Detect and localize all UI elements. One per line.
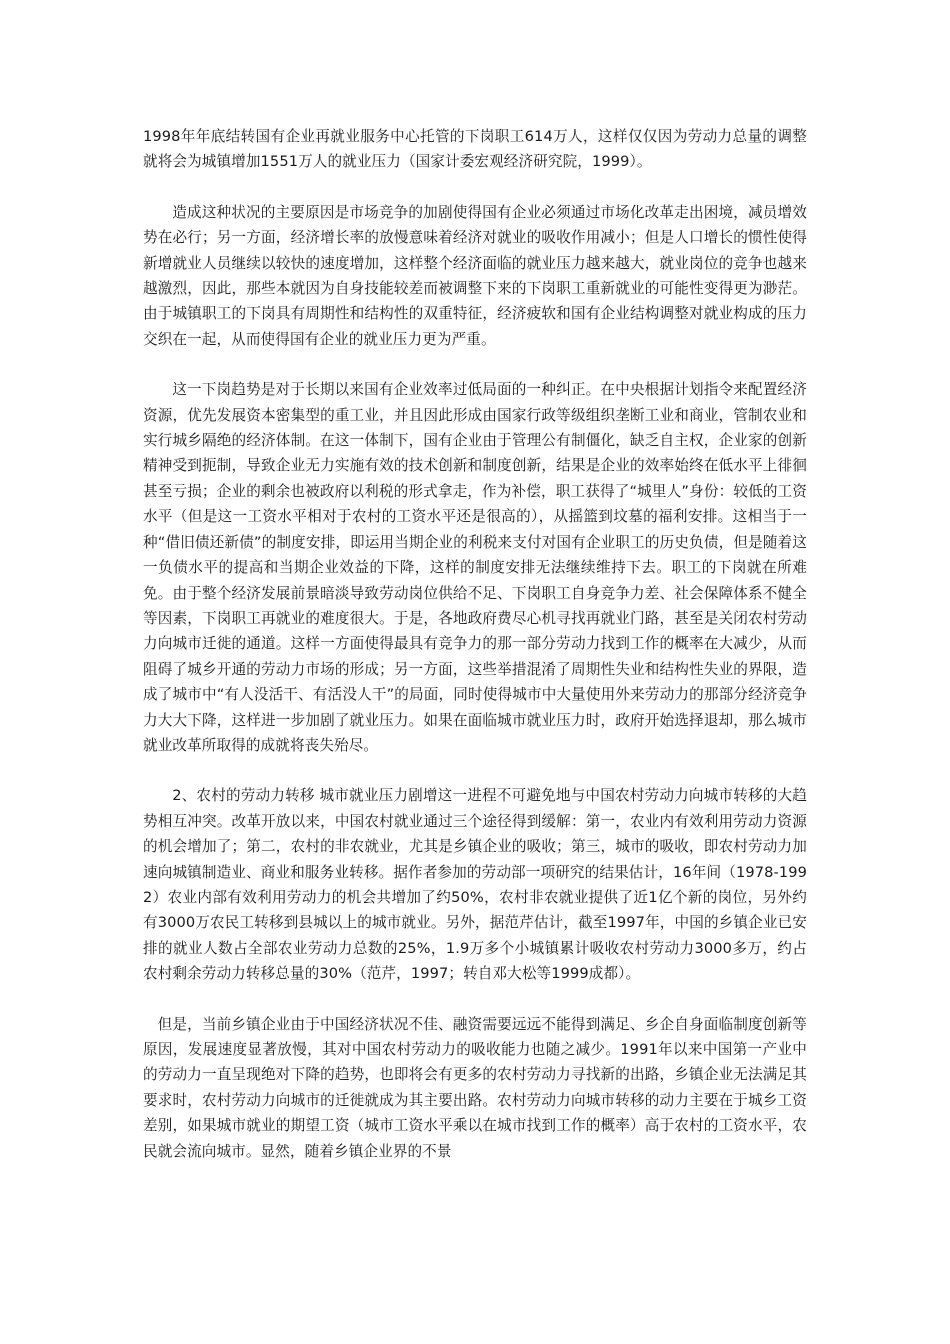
paragraph-1: 1998年年底结转国有企业再就业服务中心托管的下岗职工614万人，这样仅仅因为劳动力总量的调整就将会为城镇增加1551万人的就业压力（国家计委宏观经济研究院，1999）。 xyxy=(143,128,807,171)
document-body xyxy=(143,124,807,1164)
paragraph-4: 2、农村的劳动力转移 城市就业压力剧增这一进程不可避免地与中国农村劳动力向城市转移的大趋势相互冲突。改革开放以来，中国农村就业通过三个途径得到缓解：第一，农业内有效利用劳动力资源的机会增加了；第二，农村的非农就业，尤其是乡镇企业的吸收；第三，城市的吸收，即农村劳动力加速向城镇制造业、商业和服务业转移。据作者参加的劳动部一项研究的结果估计，16年间（1978-1992）农业内部有效利用劳动力的机会共增加了约50%，农村非农就业提供了近1亿个新的岗位，另外约有3000万农民工转移到县城以上的城市就业。另外，据范芹估计，截至1997年，中国的乡镇企业已安排的就业人数占全部农业劳动力总数的25%，1.9万多个小城镇累计吸收农村劳动力3000多万，约占农村剩余劳动力转移总量的30%（范芹，1997；转自邓大松等1999成都）。 xyxy=(143,787,807,983)
paragraph-3: 这一下岗趋势是对于长期以来国有企业效率过低局面的一种纠正。在中央根据计划指令来配置经济资源，优先发展资本密集型的重工业，并且因此形成由国家行政等级组织垄断工业和商业，管制农业和实行城乡隔绝的经济体制。在这一体制下，国有企业由于管理公有制僵化，缺乏自主权，企业家的创新精神受到扼制，导致企业无力实施有效的技术创新和制度创新，结果是企业的效率始终在低水平上徘徊甚至亏损；企业的剩余也被政府以利税的形式拿走，作为补偿，职工获得了“城里人”身份：较低的工资水平（但是这一工资水平相对于农村的工资水平还是很高的），从摇篮到坟墓的福利安排。这相当于一种“借旧债还新债”的制度安排，即运用当期企业的利税来支付对国有企业职工的历史负债，但是随着这一负债水平的提高和当期企业效益的下降，这样的制度安排无法继续维持下去。职工的下岗就在所难免。由于整个经济发展前景暗淡导致劳动岗位供给不足、下岗职工自身竞争力差、社会保障体系不健全等因素，下岗职工再就业的难度很大。于是，各地政府费尽心机寻找再就业门路，甚至是关闭农村劳动力向城市迁徙的通道。这样一方面使得最具有竞争力的那一部分劳动力找到工作的概率在大减少，从而阻碍了城乡开通的劳动力市场的形成；另一方面，这些举措混淆了周期性失业和结构性失业的界限，造成了城市中“有人没活干、有活没人干”的局面，同时使得城市中大量使用外来劳动力的那部分经济竞争力大大下降，这样进一步加剧了就业压力。如果在面临城市就业压力时，政府开始选择退却，那么城市就业改革所取得的成就将丧失殆尽。 xyxy=(143,381,807,754)
paragraph-2: 造成这种状况的主要原因是市场竞争的加剧使得国有企业必须通过市场化改革走出困境，减员增效势在必行；另一方面，经济增长率的放慢意味着经济对就业的吸收作用减小；但是人口增长的惯性使得新增就业人员继续以较快的速度增加，这样整个经济面临的就业压力越来越大，就业岗位的竞争也越来越激烈，因此，那些本就因为自身技能较差而被调整下来的下岗职工重新就业的可能性变得更为渺茫。由于城镇职工的下岗具有周期性和结构性的双重特征，经济疲软和国有企业结构调整对就业构成的压力交织在一起，从而使得国有企业的就业压力更为严重。 xyxy=(143,203,807,348)
paragraph-5: 但是，当前乡镇企业由于中国经济状况不佳、融资需要远远不能得到满足、乡企自身面临制度创新等原因，发展速度显著放慢，其对中国农村劳动力的吸收能力也随之减少。1991年以来中国第一产业中的劳动力一直呈现绝对下降的趋势，也即将会有更多的农村劳动力寻找新的出路，乡镇企业无法满足其要求时，农村劳动力向城市的迁徙就成为其主要出路。农村劳动力向城市转移的动力主要在于城乡工资差别，如果城市就业的期望工资（城市工资水平乘以在城市找到工作的概率）高于农村的工资水平，农民就会流向城市。显然，随着乡镇企业界的不景 xyxy=(143,1015,807,1160)
